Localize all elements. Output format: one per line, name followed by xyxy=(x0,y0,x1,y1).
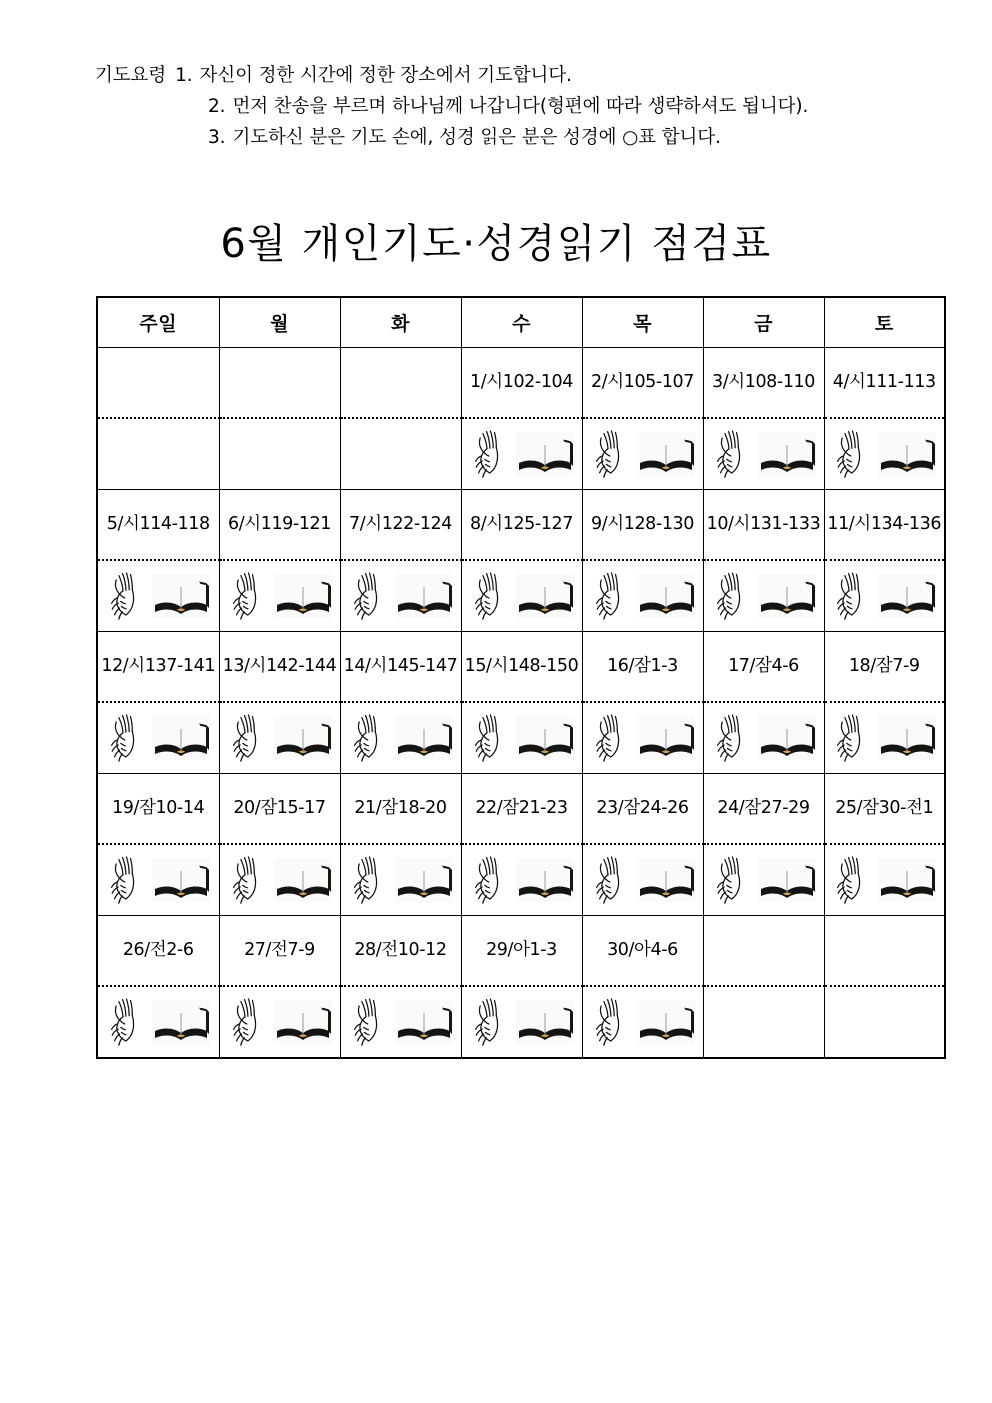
table-row xyxy=(97,986,945,1058)
open-book-icon[interactable] xyxy=(878,574,936,618)
checkmark-cell[interactable] xyxy=(461,418,582,490)
date-reading-label: 14/시145-147 xyxy=(343,656,458,676)
checkmark-cell[interactable] xyxy=(219,986,340,1058)
open-book-icon[interactable] xyxy=(637,574,695,618)
check-icons-group xyxy=(341,845,461,915)
praying-hands-icon[interactable] xyxy=(349,996,389,1048)
instruction-line-2 xyxy=(208,91,975,122)
date-cell xyxy=(340,774,461,845)
checkmark-cell[interactable] xyxy=(340,418,461,490)
date-cell xyxy=(461,490,582,561)
praying-hands-icon[interactable] xyxy=(591,854,631,906)
date-cell xyxy=(97,916,219,987)
table-header-label: 화 xyxy=(391,313,410,335)
date-reading-label: 15/시148-150 xyxy=(464,656,579,676)
checkmark-cell[interactable] xyxy=(824,844,945,916)
check-icons-group xyxy=(704,419,824,489)
checkmark-cell[interactable] xyxy=(97,560,219,632)
open-book-icon[interactable] xyxy=(152,858,210,902)
date-reading-label: 8/시125-127 xyxy=(469,514,574,534)
table-header-cell-목 xyxy=(582,297,703,348)
table-row xyxy=(97,774,945,845)
praying-hands-icon[interactable] xyxy=(712,428,752,480)
date-reading-label: 4/시111-113 xyxy=(832,372,936,392)
checkmark-cell[interactable] xyxy=(582,986,703,1058)
date-cell xyxy=(582,490,703,561)
date-reading-label: 5/시114-118 xyxy=(106,514,210,534)
instruction-number-1: 1. xyxy=(175,65,193,86)
check-icons-group xyxy=(825,703,945,773)
check-icons-group xyxy=(98,845,219,915)
checkmark-cell[interactable] xyxy=(461,702,582,774)
open-book-icon[interactable] xyxy=(395,1000,453,1044)
praying-hands-icon[interactable] xyxy=(832,712,872,764)
date-reading-label: 28/전10-12 xyxy=(354,940,447,960)
praying-hands-icon[interactable] xyxy=(591,712,631,764)
praying-hands-icon[interactable] xyxy=(712,854,752,906)
instructions-block xyxy=(95,60,975,153)
date-reading-label: 16/잠1-3 xyxy=(607,656,678,676)
date-reading-label: 6/시119-121 xyxy=(227,514,332,534)
date-reading-label: 24/잠27-29 xyxy=(717,798,810,818)
check-icons-group xyxy=(462,845,582,915)
checkmark-cell[interactable] xyxy=(582,844,703,916)
instruction-text-1: 자신이 정한 시간에 정한 장소에서 기도합니다. xyxy=(199,65,572,86)
date-cell xyxy=(97,632,219,703)
open-book-icon[interactable] xyxy=(395,574,453,618)
date-cell xyxy=(219,774,340,845)
instruction-text-2: 먼저 찬송을 부르며 하나님께 나갑니다(형편에 따라 생략하셔도 됩니다). xyxy=(232,96,809,117)
date-cell xyxy=(582,774,703,845)
table-header-cell-주일 xyxy=(97,297,219,348)
open-book-icon[interactable] xyxy=(637,432,695,476)
checkmark-cell[interactable] xyxy=(340,702,461,774)
date-cell xyxy=(703,348,824,419)
check-icons-group xyxy=(98,987,219,1057)
check-icons-group xyxy=(462,703,582,773)
checkmark-cell[interactable] xyxy=(219,844,340,916)
date-cell xyxy=(703,774,824,845)
praying-hands-icon[interactable] xyxy=(470,570,510,622)
table-row xyxy=(97,632,945,703)
table-row xyxy=(97,418,945,490)
check-icons-group xyxy=(220,987,340,1057)
check-icons-group xyxy=(220,703,340,773)
open-book-icon[interactable] xyxy=(152,574,210,618)
open-book-icon[interactable] xyxy=(516,858,574,902)
date-reading-label: 7/시122-124 xyxy=(348,514,453,534)
date-reading-label: 29/아1-3 xyxy=(486,940,557,960)
date-cell xyxy=(582,348,703,419)
date-cell xyxy=(824,916,945,987)
check-icons-group xyxy=(220,845,340,915)
open-book-icon[interactable] xyxy=(758,432,816,476)
praying-hands-icon[interactable] xyxy=(832,428,872,480)
open-book-icon[interactable] xyxy=(637,858,695,902)
date-cell xyxy=(340,916,461,987)
checkmark-cell[interactable] xyxy=(461,986,582,1058)
open-book-icon[interactable] xyxy=(152,1000,210,1044)
table-header-label: 토 xyxy=(874,313,894,335)
open-book-icon[interactable] xyxy=(516,432,574,476)
table-row xyxy=(97,348,945,419)
instruction-line-1 xyxy=(95,60,975,91)
checkmark-cell[interactable] xyxy=(703,986,824,1058)
open-book-icon[interactable] xyxy=(395,716,453,760)
check-icons-group xyxy=(583,561,703,631)
check-icons-group xyxy=(583,845,703,915)
date-cell xyxy=(824,348,945,419)
checkmark-cell[interactable] xyxy=(824,560,945,632)
praying-hands-icon[interactable] xyxy=(228,996,268,1048)
table-header-row xyxy=(97,297,945,348)
check-icons-group xyxy=(98,561,219,631)
checkmark-cell[interactable] xyxy=(461,560,582,632)
table-header-cell-수 xyxy=(461,297,582,348)
check-icons-group xyxy=(98,703,219,773)
date-reading-label: 21/잠18-20 xyxy=(354,798,447,818)
date-reading-label: 11/시134-136 xyxy=(827,514,942,534)
date-reading-label: 25/잠30-전1 xyxy=(835,798,934,818)
checkmark-cell[interactable] xyxy=(824,702,945,774)
praying-hands-icon[interactable] xyxy=(228,712,268,764)
praying-hands-icon[interactable] xyxy=(106,712,146,764)
table-row xyxy=(97,490,945,561)
date-reading-label: 19/잠10-14 xyxy=(112,798,205,818)
date-cell xyxy=(824,490,945,561)
date-reading-label: 17/잠4-6 xyxy=(728,656,799,676)
date-cell xyxy=(340,490,461,561)
table-header-cell-토 xyxy=(824,297,945,348)
date-reading-label: 20/잠15-17 xyxy=(233,798,326,818)
date-cell xyxy=(461,774,582,845)
checkmark-cell[interactable] xyxy=(703,560,824,632)
check-icons-group xyxy=(462,987,582,1057)
open-book-icon[interactable] xyxy=(878,716,936,760)
instruction-number-3: 3. xyxy=(208,127,226,148)
praying-hands-icon[interactable] xyxy=(106,570,146,622)
date-cell xyxy=(461,348,582,419)
date-reading-label: 1/시102-104 xyxy=(469,372,574,392)
checkmark-cell[interactable] xyxy=(340,844,461,916)
praying-hands-icon[interactable] xyxy=(106,854,146,906)
praying-hands-icon[interactable] xyxy=(712,570,752,622)
checkmark-cell[interactable] xyxy=(97,418,219,490)
table-header-label: 월 xyxy=(270,313,289,335)
open-book-icon[interactable] xyxy=(637,1000,695,1044)
check-icons-group xyxy=(341,703,461,773)
table-header-cell-화 xyxy=(340,297,461,348)
date-cell xyxy=(219,632,340,703)
praying-hands-icon[interactable] xyxy=(228,854,268,906)
check-icons-group xyxy=(825,845,945,915)
open-book-icon[interactable] xyxy=(758,716,816,760)
page-title: 6월 개인기도·성경읽기 점검표 xyxy=(220,221,772,267)
table-header-label: 목 xyxy=(633,313,652,335)
checkmark-cell[interactable] xyxy=(582,702,703,774)
praying-hands-icon[interactable] xyxy=(591,428,631,480)
open-book-icon[interactable] xyxy=(274,716,332,760)
date-reading-label: 13/시142-144 xyxy=(222,656,337,676)
table-header-label: 수 xyxy=(512,313,531,335)
date-cell xyxy=(824,632,945,703)
table-row xyxy=(97,702,945,774)
check-icons-group xyxy=(462,561,582,631)
checklist-table-wrapper xyxy=(96,296,944,1059)
open-book-icon[interactable] xyxy=(395,858,453,902)
praying-hands-icon[interactable] xyxy=(591,570,631,622)
check-icons-group xyxy=(583,419,703,489)
checkmark-cell[interactable] xyxy=(703,702,824,774)
check-icons-group xyxy=(704,845,824,915)
open-book-icon[interactable] xyxy=(274,1000,332,1044)
table-row xyxy=(97,844,945,916)
checkmark-cell[interactable] xyxy=(219,418,340,490)
check-icons-group xyxy=(583,987,703,1057)
praying-hands-icon[interactable] xyxy=(591,996,631,1048)
date-cell xyxy=(703,490,824,561)
praying-hands-icon[interactable] xyxy=(470,712,510,764)
checkmark-cell[interactable] xyxy=(703,418,824,490)
praying-hands-icon[interactable] xyxy=(832,570,872,622)
date-reading-label: 18/잠7-9 xyxy=(848,656,920,676)
open-book-icon[interactable] xyxy=(758,858,816,902)
date-cell xyxy=(219,916,340,987)
date-cell xyxy=(461,916,582,987)
checkmark-cell[interactable] xyxy=(340,986,461,1058)
date-cell xyxy=(340,348,461,419)
table-row xyxy=(97,916,945,987)
date-reading-label: 9/시128-130 xyxy=(590,514,695,534)
instruction-number-2: 2. xyxy=(208,96,226,117)
open-book-icon[interactable] xyxy=(516,1000,574,1044)
date-reading-label: 26/전2-6 xyxy=(122,940,194,960)
date-reading-label: 3/시108-110 xyxy=(711,372,816,392)
checkmark-cell[interactable] xyxy=(824,418,945,490)
praying-hands-icon[interactable] xyxy=(832,854,872,906)
open-book-icon[interactable] xyxy=(878,858,936,902)
praying-hands-icon[interactable] xyxy=(349,854,389,906)
date-cell xyxy=(97,348,219,419)
checkmark-cell[interactable] xyxy=(582,560,703,632)
praying-hands-icon[interactable] xyxy=(712,712,752,764)
instructions-label: 기도요령 xyxy=(95,65,167,86)
praying-hands-icon[interactable] xyxy=(228,570,268,622)
praying-hands-icon[interactable] xyxy=(470,854,510,906)
check-icons-group xyxy=(704,703,824,773)
check-icons-group xyxy=(704,561,824,631)
praying-hands-icon[interactable] xyxy=(470,428,510,480)
praying-hands-icon[interactable] xyxy=(349,712,389,764)
open-book-icon[interactable] xyxy=(516,574,574,618)
table-row xyxy=(97,560,945,632)
date-reading-label: 27/전7-9 xyxy=(244,940,315,960)
check-icons-group xyxy=(220,561,340,631)
date-cell xyxy=(703,916,824,987)
open-book-icon[interactable] xyxy=(758,574,816,618)
instruction-text-3: 기도하신 분은 기도 손에, 성경 읽은 분은 성경에 ○표 합니다. xyxy=(232,127,721,148)
checklist-table xyxy=(96,296,946,1059)
checkmark-cell[interactable] xyxy=(824,986,945,1058)
check-icons-group xyxy=(583,703,703,773)
date-reading-label: 10/시131-133 xyxy=(706,514,821,534)
open-book-icon[interactable] xyxy=(274,858,332,902)
check-icons-group xyxy=(341,561,461,631)
date-reading-label: 23/잠24-26 xyxy=(596,798,689,818)
check-icons-group xyxy=(825,419,945,489)
date-cell xyxy=(97,774,219,845)
date-reading-label: 22/잠21-23 xyxy=(475,798,568,818)
open-book-icon[interactable] xyxy=(878,432,936,476)
table-header-cell-월 xyxy=(219,297,340,348)
date-cell xyxy=(703,632,824,703)
praying-hands-icon[interactable] xyxy=(470,996,510,1048)
checkmark-cell[interactable] xyxy=(461,844,582,916)
date-cell xyxy=(582,632,703,703)
date-cell xyxy=(461,632,582,703)
checkmark-cell[interactable] xyxy=(219,560,340,632)
checkmark-cell[interactable] xyxy=(703,844,824,916)
checkmark-cell[interactable] xyxy=(219,702,340,774)
table-header-label: 금 xyxy=(754,313,773,335)
date-reading-label: 2/시105-107 xyxy=(590,372,695,392)
date-cell xyxy=(97,490,219,561)
praying-hands-icon[interactable] xyxy=(106,996,146,1048)
check-icons-group xyxy=(462,419,582,489)
date-cell xyxy=(340,632,461,703)
checkmark-cell[interactable] xyxy=(97,844,219,916)
date-cell xyxy=(219,490,340,561)
praying-hands-icon[interactable] xyxy=(349,570,389,622)
instruction-line-3 xyxy=(208,122,975,153)
check-icons-group xyxy=(825,561,945,631)
open-book-icon[interactable] xyxy=(274,574,332,618)
open-book-icon[interactable] xyxy=(152,716,210,760)
table-header-cell-금 xyxy=(703,297,824,348)
date-cell xyxy=(219,348,340,419)
table-header-label: 주일 xyxy=(139,313,178,335)
date-reading-label: 12/시137-141 xyxy=(101,656,216,676)
checkmark-cell[interactable] xyxy=(340,560,461,632)
open-book-icon[interactable] xyxy=(637,716,695,760)
date-cell xyxy=(582,916,703,987)
checkmark-cell[interactable] xyxy=(97,702,219,774)
check-icons-group xyxy=(341,987,461,1057)
open-book-icon[interactable] xyxy=(516,716,574,760)
date-cell xyxy=(824,774,945,845)
checkmark-cell[interactable] xyxy=(97,986,219,1058)
checkmark-cell[interactable] xyxy=(582,418,703,490)
date-reading-label: 30/아4-6 xyxy=(607,940,678,960)
